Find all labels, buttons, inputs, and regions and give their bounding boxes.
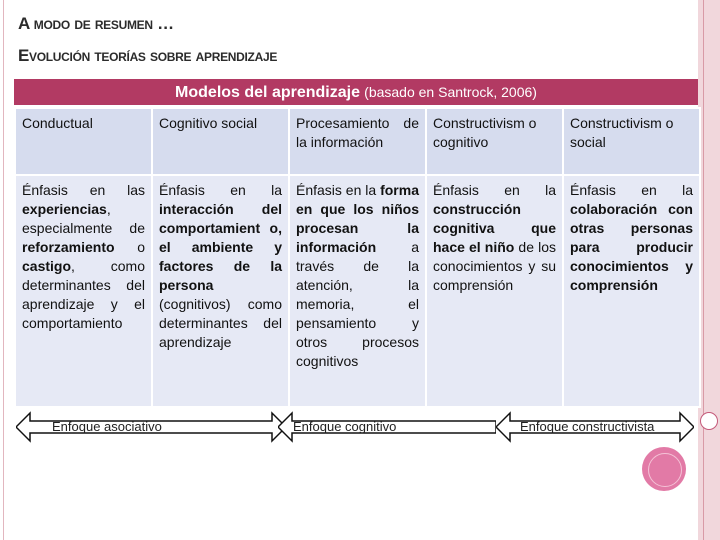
cell-procesamiento: Énfasis en la forma en que los niños procesan la información a través de la atención, la memoria, el pensamiento y otros procesos cognitivos	[289, 175, 426, 407]
decorative-circle	[642, 447, 686, 491]
associative-approach-arrow	[16, 410, 286, 444]
constructivist-approach-label: Enfoque constructivista	[520, 419, 655, 434]
associative-approach-label: Enfoque asociativo	[52, 419, 162, 434]
cell-constructivismo-cognitivo: Énfasis en la construcción cognitiva que hace el niño de los conocimientos y su comprensión	[426, 175, 563, 407]
models-banner	[14, 79, 698, 105]
table-body-row	[15, 175, 700, 407]
cognitive-approach-arrow	[278, 410, 496, 444]
table-header-row	[15, 108, 700, 175]
banner-source-text: (basado en Santrock, 2006)	[364, 84, 537, 100]
cognitive-approach-label: Enfoque cognitivo	[293, 419, 397, 434]
header-constructivismo-social: Constructivism o social	[563, 108, 700, 175]
left-border-line	[3, 0, 4, 540]
banner-main-text: Modelos del aprendizaje	[175, 84, 360, 101]
learning-models-table	[14, 107, 701, 408]
cell-conductual: Énfasis en las experiencias, especialmente de reforzamiento o castigo, como determinantes del aprendizaje y el comportamiento	[15, 175, 152, 407]
cell-constructivismo-social: Énfasis en la colaboración con otras personas para producir conocimientos y comprensión	[563, 175, 700, 407]
right-decorative-strip	[698, 0, 720, 540]
cell-cognitivo-social: Énfasis en la interacción del comportamient o, el ambiente y factores de la persona (cognitivos) como determinantes del aprendizaje	[152, 175, 289, 407]
slide-title-line1: A modo de resumen …	[18, 14, 174, 33]
header-constructivismo-cognitivo: Constructivism o cognitivo	[426, 108, 563, 175]
header-cognitivo-social: Cognitivo social	[152, 108, 289, 175]
header-conductual: Conductual	[15, 108, 152, 175]
decorative-dot	[700, 412, 718, 430]
constructivist-approach-arrow	[496, 410, 694, 444]
header-procesamiento: Procesamiento de la información	[289, 108, 426, 175]
slide-title-line2: Evolución teorías sobre aprendizaje	[18, 46, 278, 65]
